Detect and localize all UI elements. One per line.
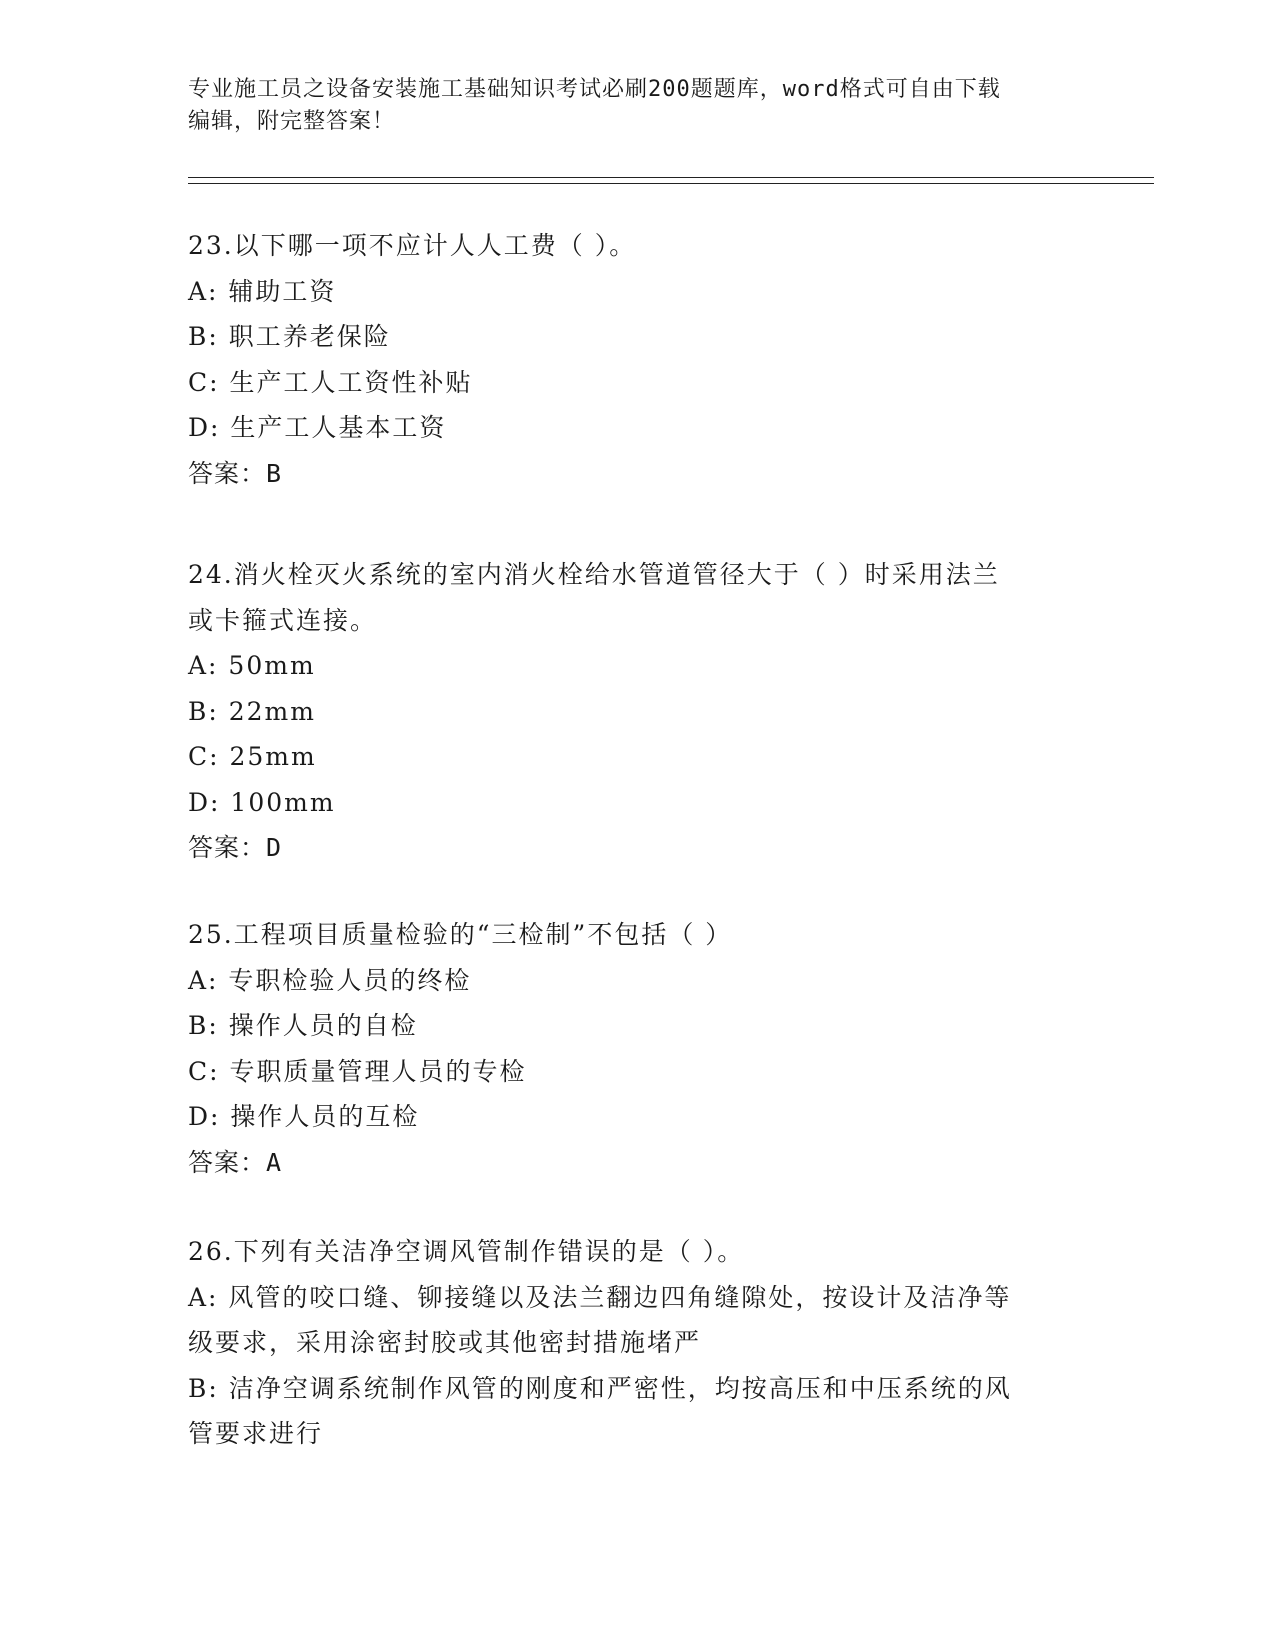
answer-line <box>188 825 1088 871</box>
option-b: B: 职工养老保险 <box>188 322 391 351</box>
question-26 <box>188 1229 1088 1457</box>
option-c: C: 25mm <box>188 742 317 771</box>
answer-line <box>188 1140 1088 1186</box>
answer-value: D <box>266 833 283 862</box>
option-c: C: 生产工人工资性补贴 <box>188 367 473 397</box>
option-b: B: 22mm <box>188 696 316 726</box>
header-line-2: 编辑，附完整答案！ <box>188 109 396 134</box>
option-a: A: 50mm <box>188 651 316 680</box>
answer-label: 答案： <box>188 1147 267 1177</box>
answer-value: B <box>266 458 283 488</box>
option-d: D: 操作人员的互检 <box>188 1102 420 1131</box>
option-a: A: 专职检验人员的终检 <box>188 965 472 995</box>
header-divider-top <box>188 177 1154 178</box>
question-stem: 23.以下哪一项不应计人人工费（ ）。 <box>188 231 637 260</box>
option-a-continued: 级要求，采用涂密封胶或其他密封措施堵严 <box>188 1328 702 1357</box>
option-c: C: 专职质量管理人员的专检 <box>188 1056 527 1086</box>
answer-value: A <box>266 1147 283 1177</box>
option-d: D: 100mm <box>188 787 336 817</box>
question-stem: 26.下列有关洁净空调风管制作错误的是（ ）。 <box>188 1237 745 1266</box>
option-a: A: 辅助工资 <box>188 276 337 306</box>
question-stem-continued: 或卡箍式连接。 <box>188 605 378 635</box>
answer-label: 答案： <box>188 458 267 488</box>
option-d: D: 生产工人基本工资 <box>188 413 447 442</box>
header-divider-bottom <box>188 183 1154 184</box>
document-header <box>188 74 1088 138</box>
option-b-continued: 管要求进行 <box>188 1419 324 1448</box>
answer-label: 答案： <box>188 833 267 862</box>
question-stem: 24.消火栓灭火系统的室内消火栓给水管道管径大于（ ）时采用法兰 <box>188 560 1000 589</box>
option-a: A: 风管的咬口缝、铆接缝以及法兰翻边四角缝隙处，按设计及洁净等 <box>188 1282 1012 1312</box>
option-b: B: 操作人员的自检 <box>188 1011 418 1040</box>
question-stem: 25.工程项目质量检验的“三检制”不包括（ ） <box>188 920 733 949</box>
answer-line <box>188 451 1088 497</box>
question-24 <box>188 552 1088 871</box>
question-23 <box>188 223 1088 496</box>
option-b: B: 洁净空调系统制作风管的刚度和严密性，均按高压和中压系统的风 <box>188 1373 1012 1403</box>
question-25 <box>188 912 1088 1185</box>
header-line-1: 专业施工员之设备安装施工基础知识考试必刷200题题库，word格式可自由下载 <box>188 77 1001 102</box>
